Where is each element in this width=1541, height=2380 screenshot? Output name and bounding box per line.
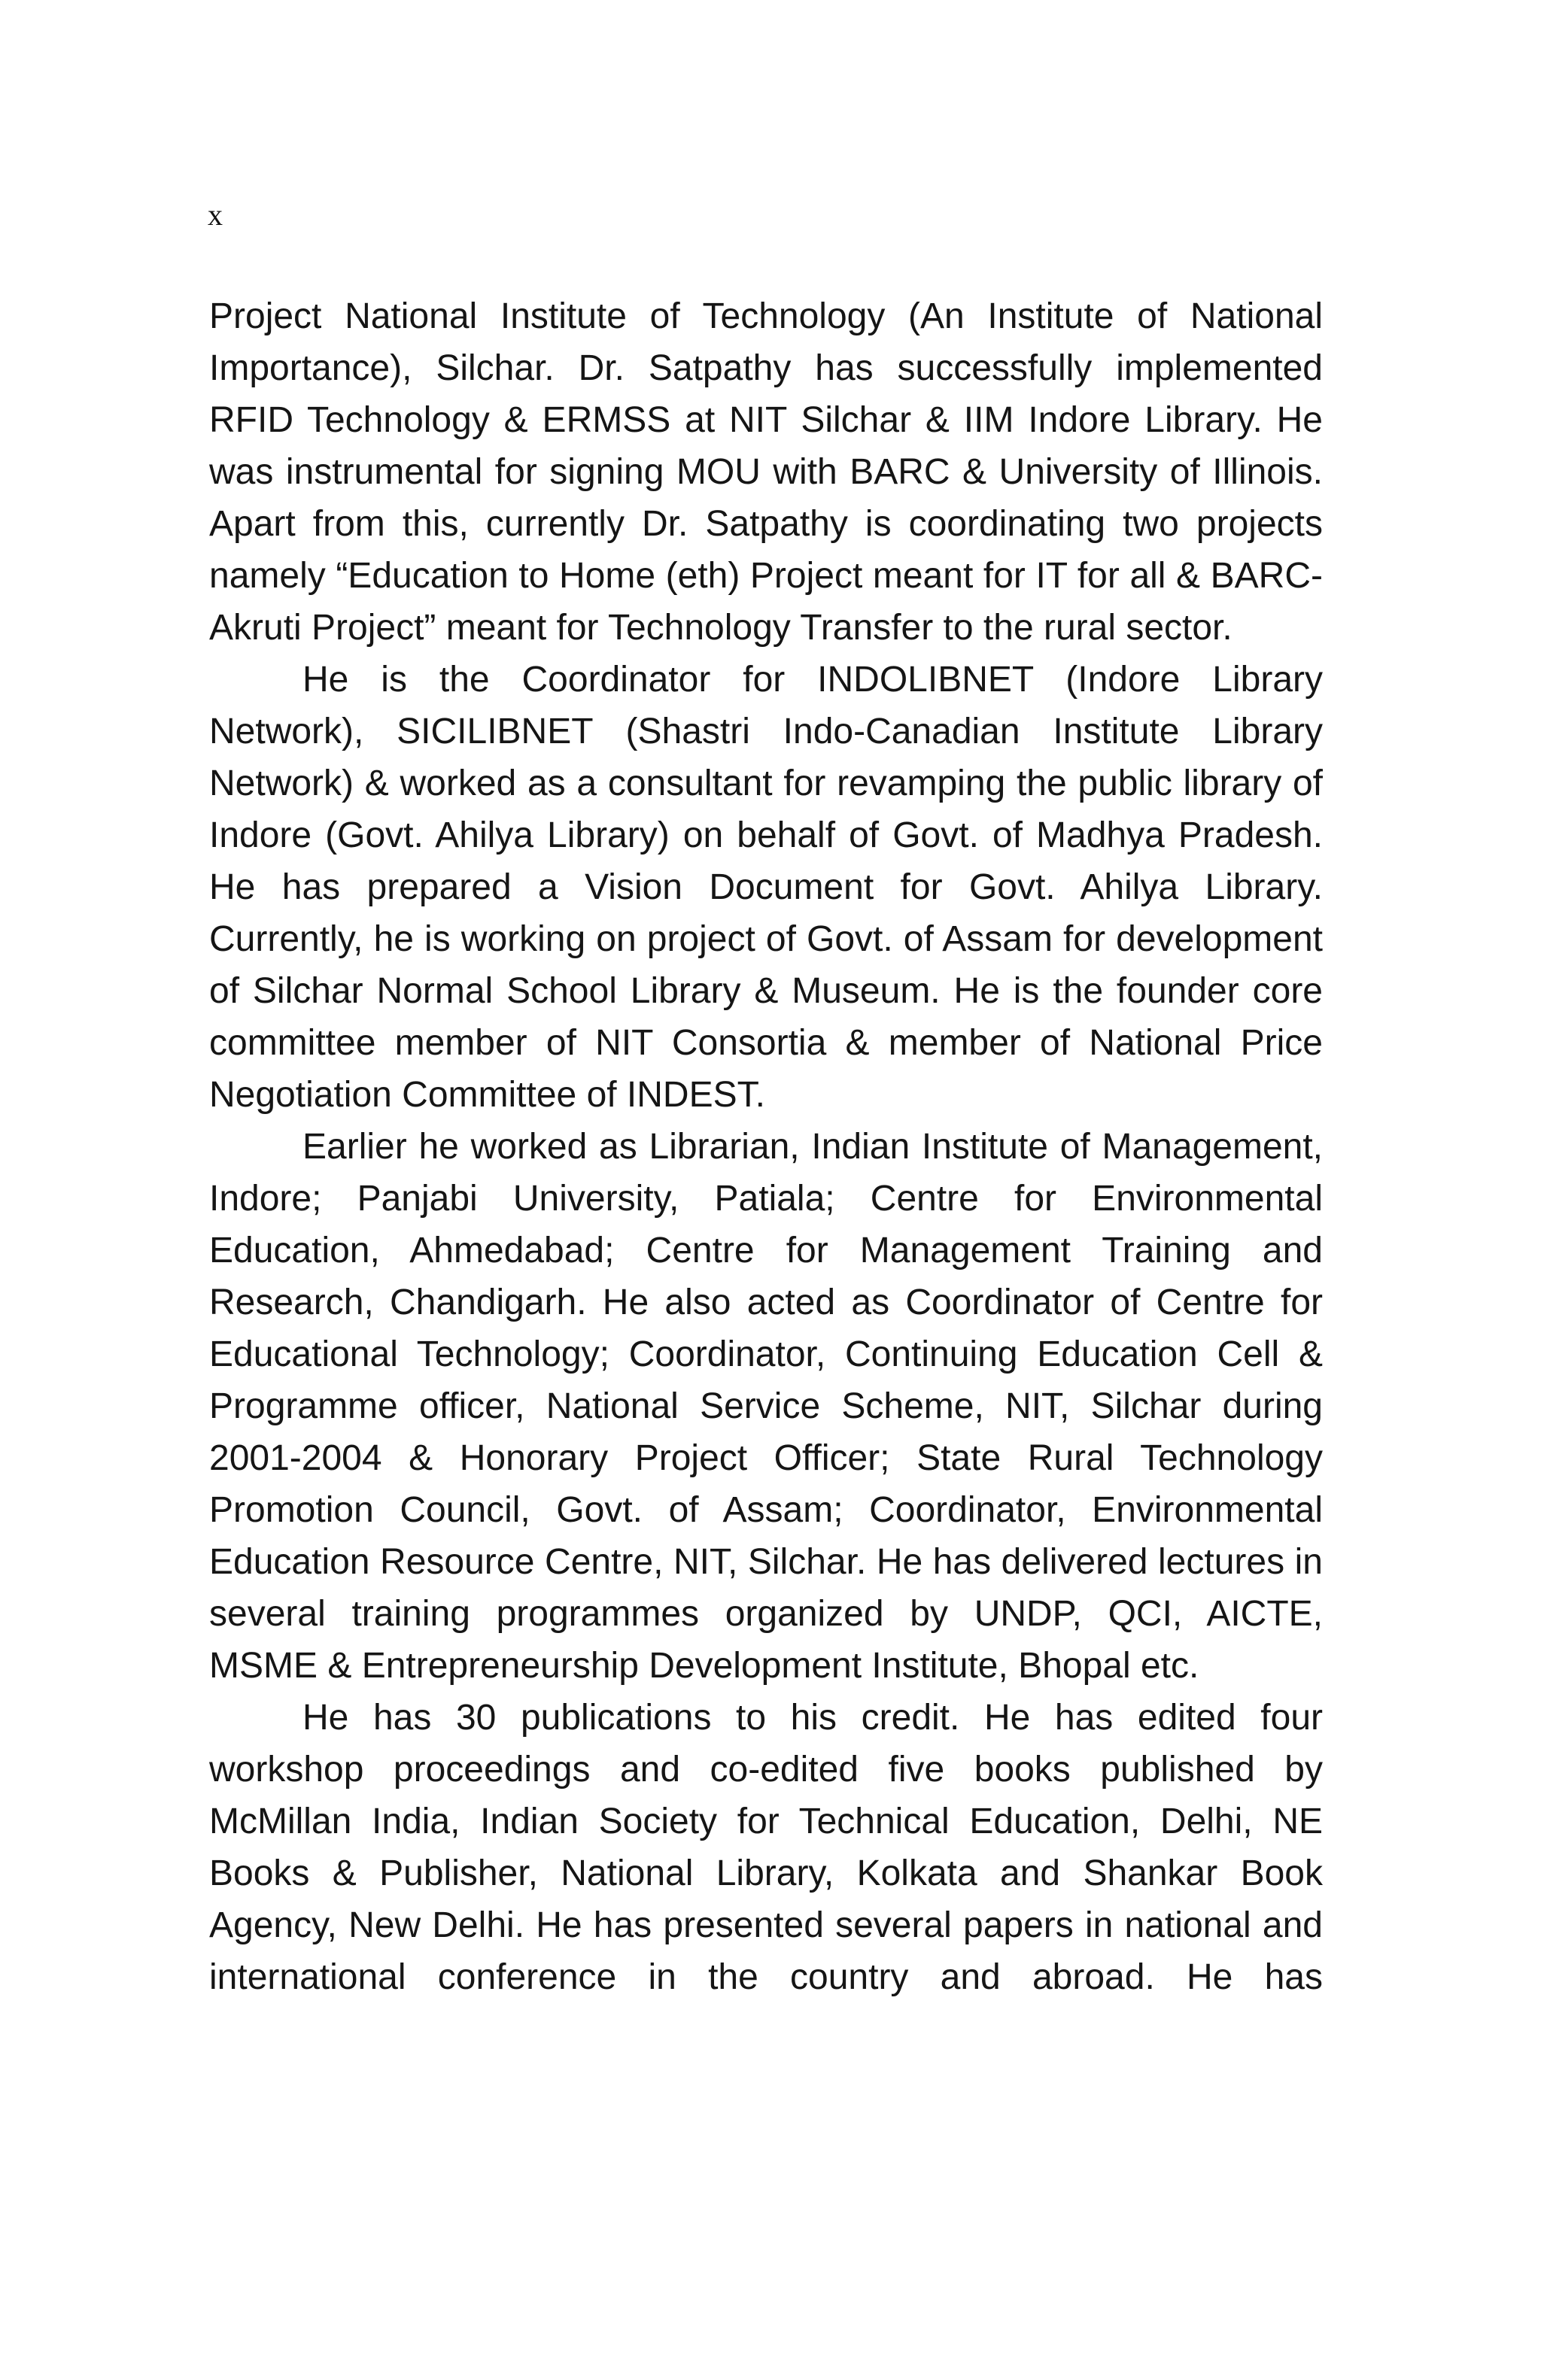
paragraph-publications: He has 30 publications to his credit. He has edited four workshop proceedings and co-edited five books published by McMillan India, Indian Society for Technical Education, Delhi, NE Books & Publisher, National Library, Kolkata and Shankar Book Agency, New Delhi. He has presented several papers in national and international conference in the country and abroad. He has — [209, 1698, 1323, 1997]
paragraph-continuation: Project National Institute of Technology (An Institute of National Importance), Silchar. Dr. Satpathy has successfully implemented RFID Technology & ERMSS at NIT Silchar & IIM Indore Library. He was instrumental for signing MOU with BARC & University of Illinois. Apart from this, currently Dr. Satpathy is coordinating two projects namely “Education to Home (eth) Project meant for IT for all & BARC-Akruti Project” meant for Technology Transfer to the rural sector. — [209, 296, 1323, 648]
page-number: x — [208, 198, 223, 232]
paragraph-earlier-career: Earlier he worked as Librarian, Indian Institute of Management, Indore; Panjabi University, Patiala; Centre for Environmental Education, Ahmedabad; Centre for Management Training and Research, Chandigarh. He also acted as Coordinator of Centre for Educational Technology; Coordinator, Continuing Education Cell & Programme officer, National Service Scheme, NIT, Silchar during 2001-2004 & Honorary Project Officer; State Rural Technology Promotion Council, Govt. of Assam; Coordinator, Environmental Education Resource Centre, NIT, Silchar. He has delivered lectures in several training programmes organized by UNDP, QCI, AICTE, MSME & Entrepreneurship Development Institute, Bhopal etc. — [209, 1127, 1323, 1686]
body-text — [209, 290, 1323, 2003]
paragraph-coordinator: He is the Coordinator for INDOLIBNET (Indore Library Network), SICILIBNET (Shastri Indo-Canadian Institute Library Network) & worked as a consultant for revamping the public library of Indore (Govt. Ahilya Library) on behalf of Govt. of Madhya Pradesh. He has prepared a Vision Document for Govt. Ahilya Library. Currently, he is working on project of Govt. of Assam for development of Silchar Normal School Library & Museum. He is the founder core committee member of NIT Consortia & member of National Price Negotiation Committee of INDEST. — [209, 660, 1323, 1115]
